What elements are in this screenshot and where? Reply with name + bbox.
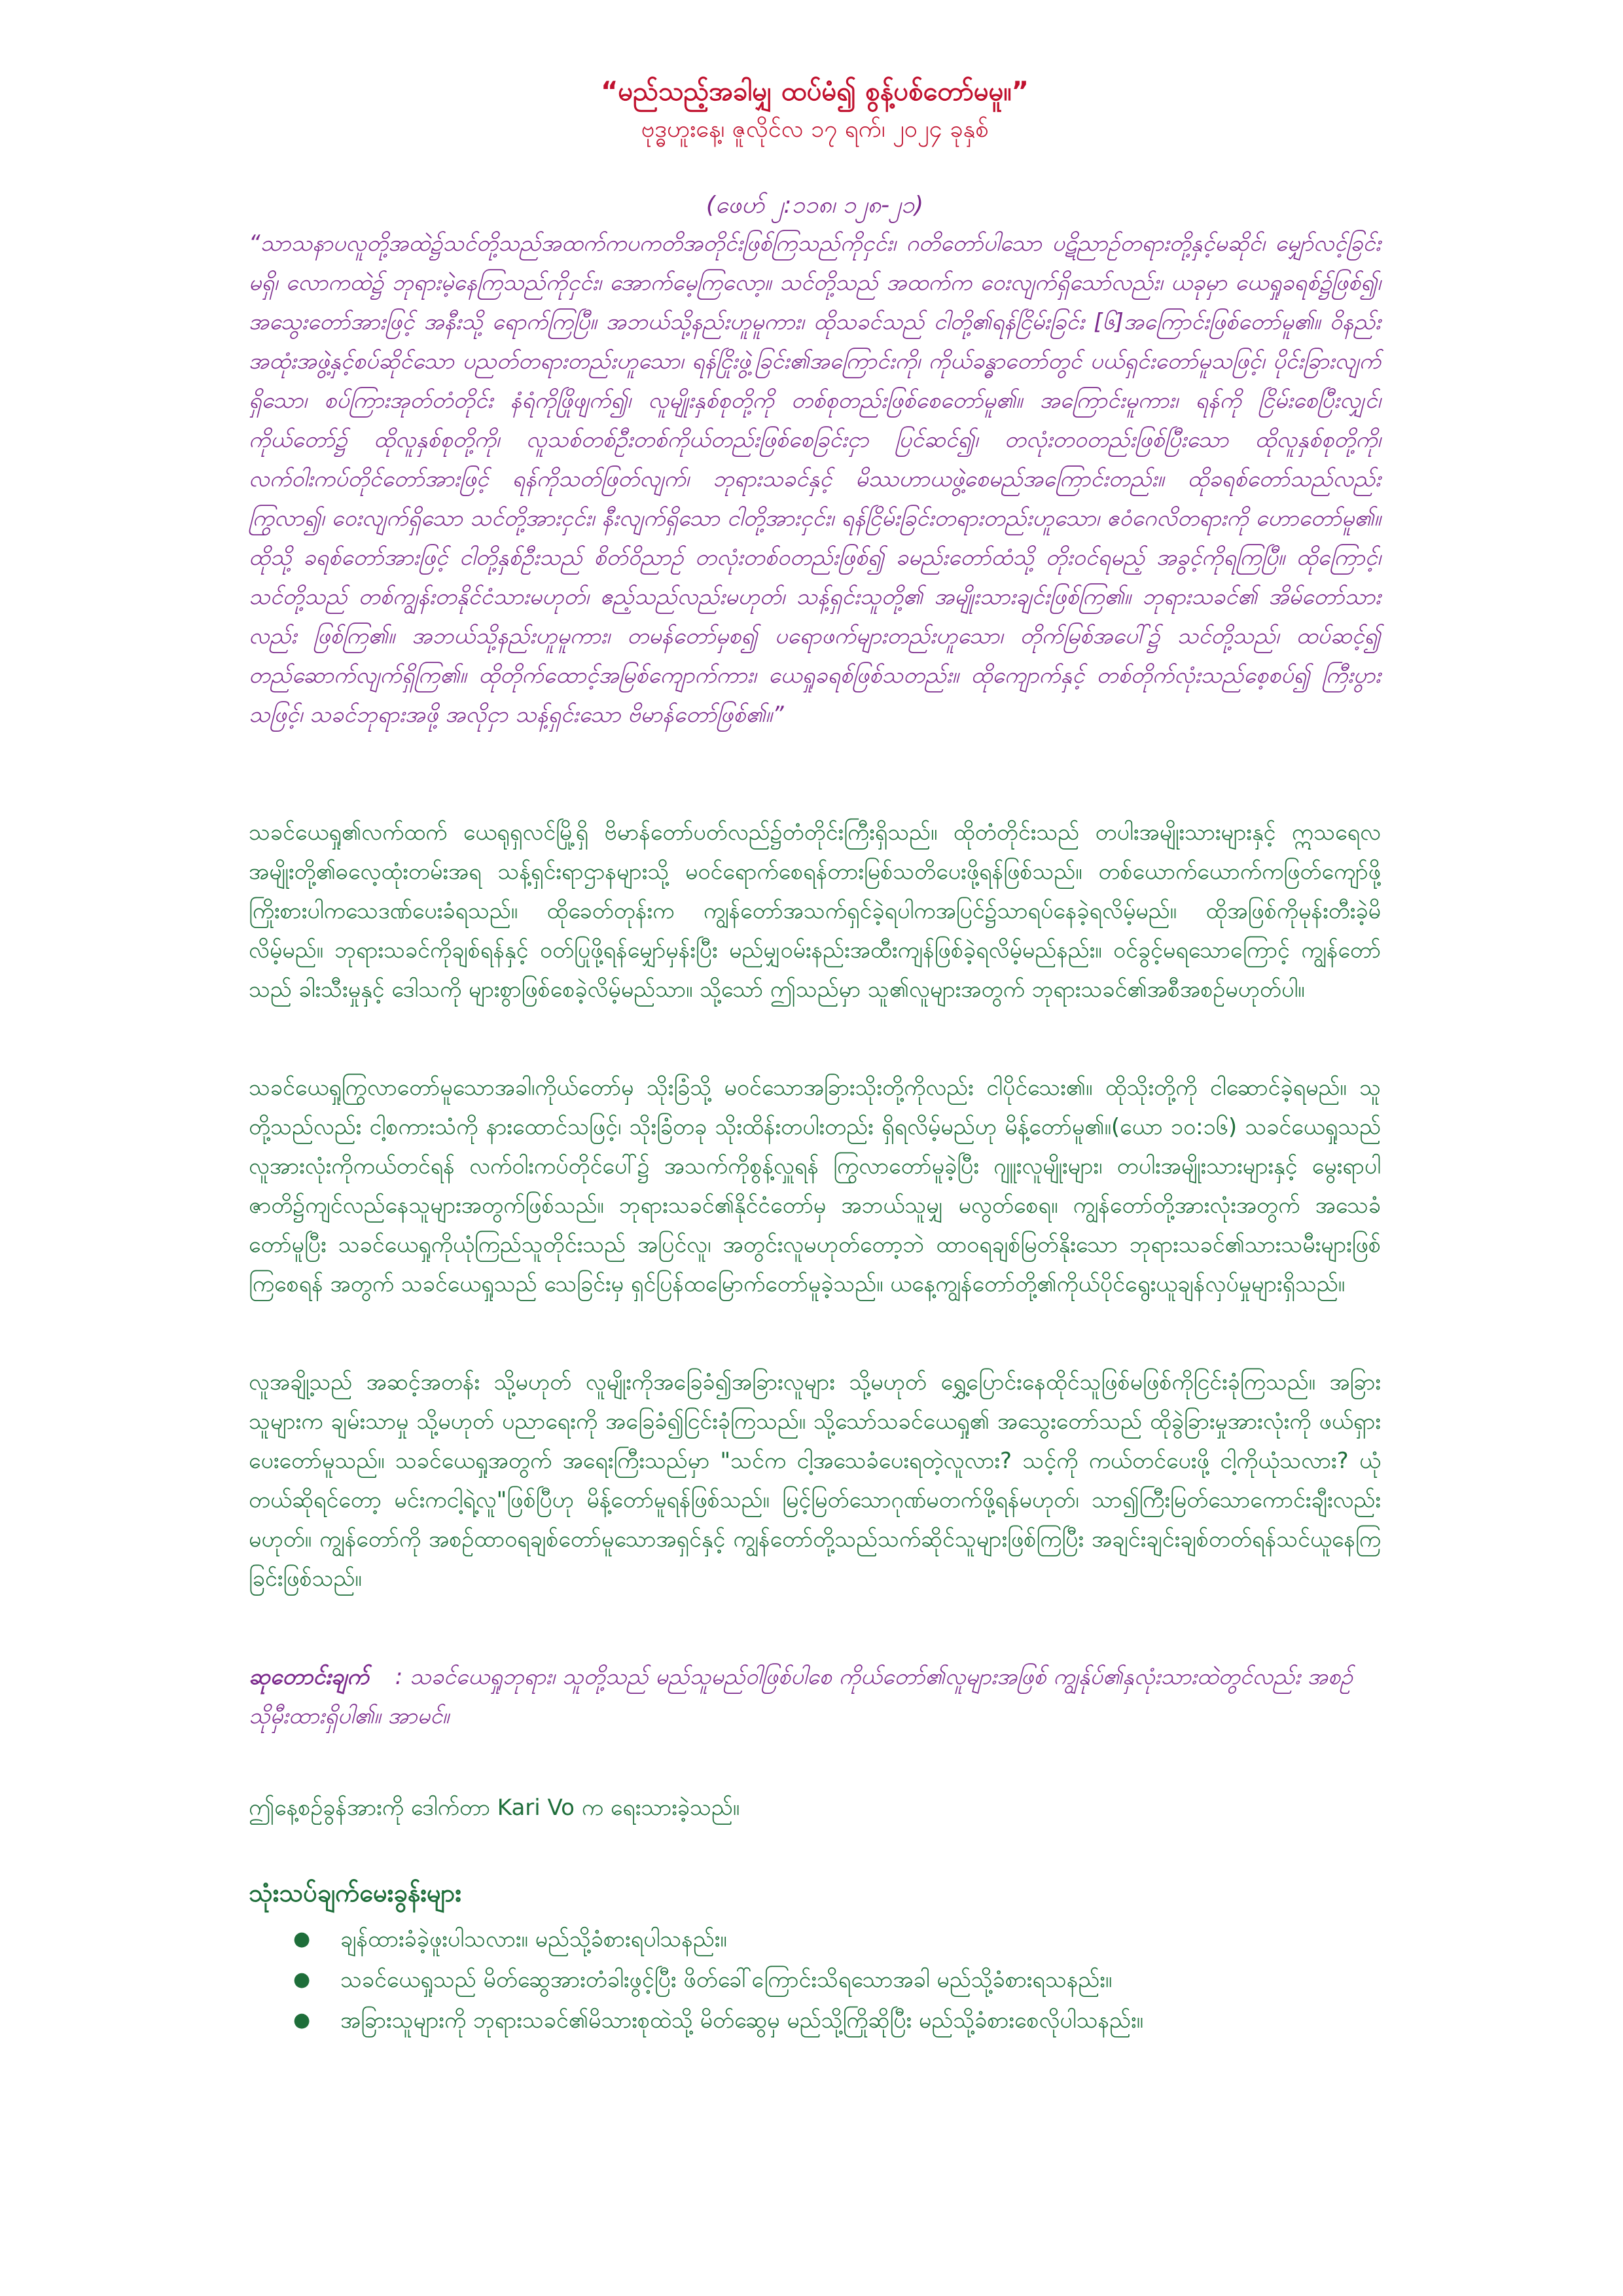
body-paragraph-3: လူအချို့သည် အဆင့်အတန်း သို့မဟုတ် လူမျိုးကိုအခြေခံ၍အခြားလူများ သို့မဟုတ် ရွှေ့ပြောင်းနေထိုင်သူဖြစ်မဖြစ်ကိုငြင်းခုံကြသည်။ အခြားသူများက ချမ်းသာမှု သို့မဟုတ် ပညာရေးကို အခြေခံ၍ငြင်းခုံကြသည်။ သို့သော်သခင်ယေရှု၏ အသွေးတော်သည် ထိုခွဲခြားမှုအားလုံးကို ဖယ်ရှားပေးတော်မူသည်။ သခင်ယေရှုအတွက် အရေးကြီးသည်မှာ "သင်က ငါ့အသေခံပေးရတဲ့လူလား? သင့်ကို ကယ်တင်ပေးဖို့ ငါ့ကိုယုံသလား? ယုံတယ်ဆိုရင်တော့ မင်းကငါ့ရဲ့လူ"ဖြစ်ပြီဟု မိန့်တော်မူရန်ဖြစ်သည်။ မြင့်မြတ်သောဂုဏ်မတက်ဖို့ရန်မဟုတ်၊ သာ၍ကြီးမြတ်သောကောင်းချီးလည်းမဟုတ်။ ကျွန်တော်ကို အစဉ်ထာဝရချစ်တော်မူသောအရှင်နှင့် ကျွန်တော်တို့သည်သက်ဆိုင်သူများဖြစ်ကြပြီး အချင်းချင်းချစ်တတ်ရန်သင်ယူနေကြခြင်းဖြစ်သည်။: [249, 1369, 1381, 1592]
body-paragraph-2: သခင်ယေရှုကြွလာတော်မူသောအခါ၊ကိုယ်တော်မှ သိုးခြံသို့ မဝင်သောအခြားသိုးတို့ကိုလည်း ငါပိုင်သေး၏။ ထိုသိုးတို့ကို ငါဆောင်ခဲ့ရမည်။ သူတို့သည်လည်း ငါ့စကားသံကို နားထောင်သဖြင့်၊ သိုးခြံတခု သိုးထိန်းတပါးတည်း ရှိရလိမ့်မည်ဟု မိန့်တော်မူ၏။(ယော ၁၀:၁၆) သခင်ယေရှုသည် လူအားလုံးကိုကယ်တင်ရန် လက်ဝါးကပ်တိုင်ပေါ်၌ အသက်ကိုစွန့်လှူရန် ကြွလာတော်မူခဲ့ပြီး ဂျူးလူမျိုးများ၊ တပါးအမျိုးသားများနှင့် မွေးရာပါဇာတိ၌ကျင်လည်နေသူများအတွက်ဖြစ်သည်။ ဘုရားသခင်၏နိုင်ငံတော်မှ အဘယ်သူမျှ မလွတ်စေရ။ ကျွန်တော်တို့အားလုံးအတွက် အသေခံတော်မူပြီး သခင်ယေရှုကိုယုံကြည်သူတိုင်းသည် အပြင်လူ၊ အတွင်းလူမဟုတ်တော့ဘဲ ထာဝရချစ်မြတ်နိုးသော ဘုရားသခင်၏သားသမီးများဖြစ်ကြစေရန် အတွက် သခင်ယေရှုသည် သေခြင်းမှ ရှင်ပြန်ထမြောက်တော်မူခဲ့သည်။ ယနေ့ကျွန်တော်တို့၏ကိုယ်ပိုင်ရွေးယူချန်လှပ်မှုများရှိသည်။: [249, 1075, 1381, 1297]
reflection-questions-heading: သုံးသပ်ချက်မေးခွန်းများ: [249, 1878, 462, 1907]
devotional-date: ဗုဒ္ဓဟူးနေ့၊ ဇူလိုင်လ ၁၇ ရက်၊ ၂၀၂၄ ခုနှစ်: [641, 116, 989, 143]
devotional-title: “မည်သည့်အခါမျှ ထပ်မံ၍ စွန့်ပစ်တော်မမူ။”: [601, 77, 1029, 107]
question-text: သခင်ယေရှုသည် မိတ်ဆွေအားတံခါးဖွင့်ပြီး ဖိတ်ခေါ်ကြောင်းသိရသောအခါ မည်သို့ခံစားရသနည်း။: [340, 1967, 1113, 1993]
scripture-reference: (ဖေဟ် ၂:၁၁၈၊ ၁၂၈-၂၁): [705, 192, 924, 219]
prayer-label: ဆုတောင်းချက်: [249, 1664, 369, 1690]
bullet-icon: ●: [293, 1968, 311, 1991]
prayer: [249, 1657, 1381, 1736]
list-item: [249, 1960, 1381, 2000]
author-credit: ဤနေ့စဉ်ခွန်အားကို ဒေါက်တာ Kari Vo က ရေးသားခဲ့သည်။: [249, 1795, 740, 1821]
question-text: ချန်ထားခံခဲ့ဖူးပါသလား။ မည်သို့ခံစားရပါသနည်း။: [340, 1926, 727, 1952]
list-item: [249, 2000, 1381, 2041]
bullet-icon: ●: [293, 2009, 311, 2032]
prayer-text: : သခင်ယေရှုဘုရား၊ သူတို့သည် မည်သူမည်ဝါဖြစ်ပါစေ ကိုယ်တော်၏လူများအဖြစ် ကျွန်ုပ်၏နှလုံးသားထဲတွင်လည်း အစဉ်သိုမှီးထားရှိပါ၏။ အာမင်။: [249, 1664, 1353, 1729]
reflection-questions-list: [249, 1919, 1381, 2041]
question-text: အခြားသူများကို ဘုရားသခင်၏မိသားစုထဲသို့ မိတ်ဆွေမှ မည်သို့ကြိုဆိုပြီး မည်သို့ခံစားစေလိုပါသနည်း။: [340, 2007, 1143, 2034]
list-item: [249, 1919, 1381, 1960]
scripture-passage: “သာသနာပလူတို့အထဲ၌သင်တို့သည်အထက်ကပကတိအတိုင်းဖြစ်ကြသည်ကိုငှင်း၊ ဂတိတော်ပါသော ပဋိညာဉ်တရားတို့နှင့်မဆိုင်၊ မျှော်လင့်ခြင်းမရှိ၊ လောကထဲ၌ ဘုရားမဲ့နေကြသည်ကိုငှင်း၊ အောက်မေ့ကြလော့။ သင်တို့သည် အထက်က ဝေးလျက်ရှိသော်လည်း၊ ယခုမှာ ယေရှုခရစ်၌ဖြစ်၍၊ အသွေးတော်အားဖြင့် အနီးသို့ ရောက်ကြပြီ။ အဘယ်သို့နည်းဟူမူကား၊ ထိုသခင်သည် ငါတို့၏ရန်ငြိမ်းခြင်း [၆]အကြောင်းဖြစ်တော်မူ၏။ ဝိနည်းအထုံးအဖွဲ့နှင့်စပ်ဆိုင်သော ပညတ်တရားတည်းဟူသော၊ ရန်ငြိုးဖွဲ့ခြင်း၏အကြောင်းကို၊ ကိုယ်ခန္ဓာတော်တွင် ပယ်ရှင်းတော်မူသဖြင့်၊ ပိုင်းခြားလျက်ရှိသော၊ စပ်ကြားအုတ်တံတိုင်း နံရံကိုဖြိုဖျက်၍၊ လူမျိုးနှစ်စုတို့ကို တစ်စုတည်းဖြစ်စေတော်မူ၏။ အကြောင်းမူကား၊ ရန်ကို ငြိမ်းစေပြီးလျှင်၊ ကိုယ်တော်၌ ထိုလူနှစ်စုတို့ကို၊ လူသစ်တစ်ဦးတစ်ကိုယ်တည်းဖြစ်စေခြင်းငှာ ပြင်ဆင်၍၊ တလုံးတဝတည်းဖြစ်ပြီးသော ထိုလူနှစ်စုတို့ကို၊ လက်ဝါးကပ်တိုင်တော်အားဖြင့် ရန်ကိုသတ်ဖြတ်လျက်၊ ဘုရားသခင်နှင့် မိဿဟာယဖွဲ့စေမည်အကြောင်းတည်း။ ထိုခရစ်တော်သည်လည်း ကြွလာ၍၊ ဝေးလျက်ရှိသော သင်တို့အားငှင်း၊ နီးလျက်ရှိသော ငါတို့အားငှင်း၊ ရန်ငြိမ်းခြင်းတရားတည်းဟူသော၊ ဧဝံဂေလိတရားကို ဟောတော်မူ၏။ ထိုသို့ ခရစ်တော်အားဖြင့် ငါတို့နှစ်ဦးသည် စိတ်ဝိညာဉ် တလုံးတစ်ဝတည်းဖြစ်၍ ခမည်းတော်ထံသို့ တိုးဝင်ရမည့် အခွင့်ကိုရကြပြီ။ ထိုကြောင့်၊ သင်တို့သည် တစ်ကျွန်းတနိုင်ငံသားမဟုတ်၊ ဧည့်သည်လည်းမဟုတ်၊ သန့်ရှင်းသူတို့၏ အမျိုးသားချင်းဖြစ်ကြ၏။ ဘုရားသခင်၏ အိမ်တော်သားလည်း ဖြစ်ကြ၏။ အဘယ်သို့နည်းဟူမူကား၊ တမန်တော်မှစ၍ ပရောဖက်များတည်းဟူသော၊ တိုက်မြစ်အပေါ်၌ သင်တို့သည်၊ ထပ်ဆင့်၍ တည်ဆောက်လျက်ရှိကြ၏။ ထိုတိုက်ထောင့်အမြစ်ကျောက်ကား၊ ယေရှုခရစ်ဖြစ်သတည်း။ ထိုကျောက်နှင့် တစ်တိုက်လုံးသည်စေ့စပ်၍ ကြီးပွားသဖြင့်၊ သခင်ဘုရားအဖို့ အလိုငှာ သန့်ရှင်းသော ဗိမာန်တော်ဖြစ်၏။”: [249, 230, 1381, 728]
devotional-page: [249, 72, 1381, 2041]
body-paragraph-1: သခင်ယေရှု၏လက်ထက် ယေရုရှလင်မြို့ရှိ ဗိမာန်တော်ပတ်လည်၌တံတိုင်းကြီးရှိသည်။ ထိုတံတိုင်းသည် တပါးအမျိုးသားများနှင့် ဣသရေလအမျိုးတို့၏ဓလေ့ထုံးတမ်းအရ သန့်ရှင်းရာဌာနများသို့ မဝင်ရောက်စေရန်တားမြစ်သတိပေးဖို့ရန်ဖြစ်သည်။ တစ်ယောက်ယောက်ကဖြတ်ကျော်ဖို့ ကြိုးစားပါကသေဒဏ်ပေးခံရသည်။ ထိုခေတ်တုန်းက ကျွန်တော်အသက်ရှင်ခဲ့ရပါကအပြင်၌သာရပ်နေခဲ့ရလိမ့်မည်။ ထိုအဖြစ်ကိုမုန်းတီးခဲ့မိလိမ့်မည်။ ဘုရားသခင်ကိုချစ်ရန်နှင့် ဝတ်ပြုဖို့ရန်မျှော်မှန်းပြီး မည်မျှဝမ်းနည်းအထီးကျန်ဖြစ်ခဲ့ရလိမ့်မည်နည်း။ ဝင်ခွင့်မရသောကြောင့် ကျွန်တော်သည် ခါးသီးမှုနှင့် ဒေါသကို များစွာဖြစ်စေခဲ့လိမ့်မည်သာ။ သို့သော် ဤသည်မှာ သူ၏လူများအတွက် ဘုရားသခင်၏အစီအစဉ်မဟုတ်ပါ။: [249, 819, 1381, 1003]
bullet-icon: ●: [293, 1928, 311, 1950]
